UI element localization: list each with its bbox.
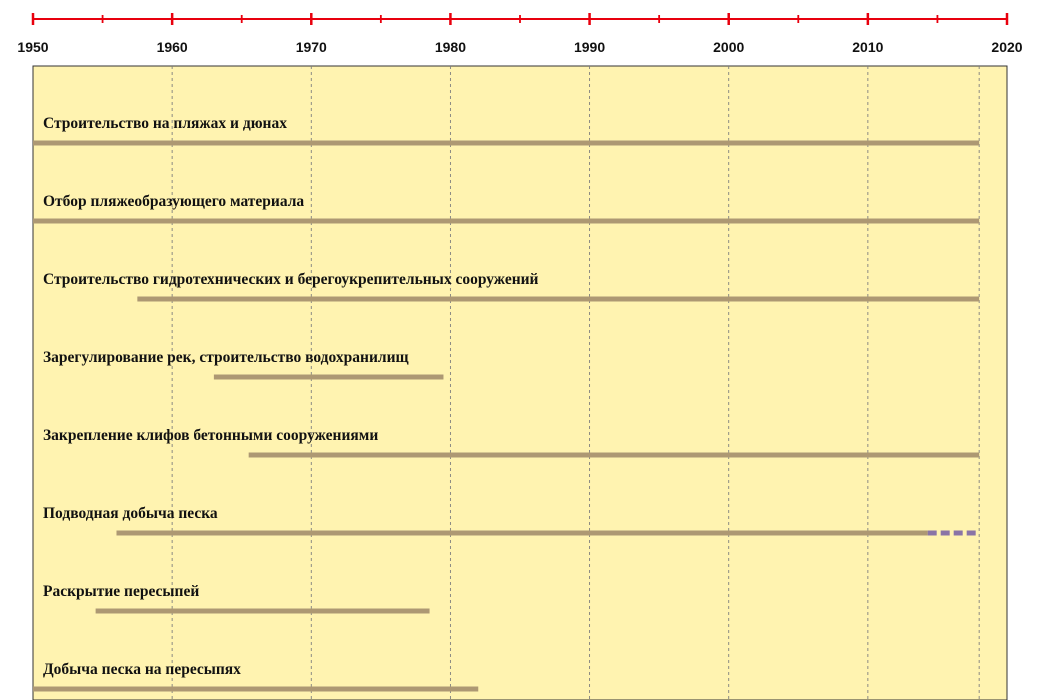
row-label: Подводная добыча песка <box>43 505 218 522</box>
row-label: Закрепление клифов бетонными сооружениями <box>43 427 379 444</box>
tick-label-2020: 2020 <box>991 39 1023 55</box>
row-label: Раскрытие пересыпей <box>43 583 200 600</box>
row-label: Строительство на пляжах и дюнах <box>43 115 287 132</box>
timeline-tick-labels <box>17 39 1022 55</box>
tick-label-1990: 1990 <box>573 39 606 55</box>
tick-label-1950: 1950 <box>17 39 49 55</box>
row-label: Зарегулирование рек, строительство водохранилищ <box>43 349 409 366</box>
plot-area <box>33 66 1007 700</box>
tick-label-1970: 1970 <box>295 39 327 55</box>
row-label: Строительство гидротехнических и берегоукрепительных сооружений <box>43 271 539 288</box>
row-label: Добыча песка на пересыпях <box>43 661 241 678</box>
tick-label-1980: 1980 <box>434 39 467 55</box>
tick-label-2010: 2010 <box>852 39 884 55</box>
row-label: Отбор пляжеобразующего материала <box>43 193 305 210</box>
tick-label-2000: 2000 <box>713 39 745 55</box>
tick-label-1960: 1960 <box>156 39 188 55</box>
